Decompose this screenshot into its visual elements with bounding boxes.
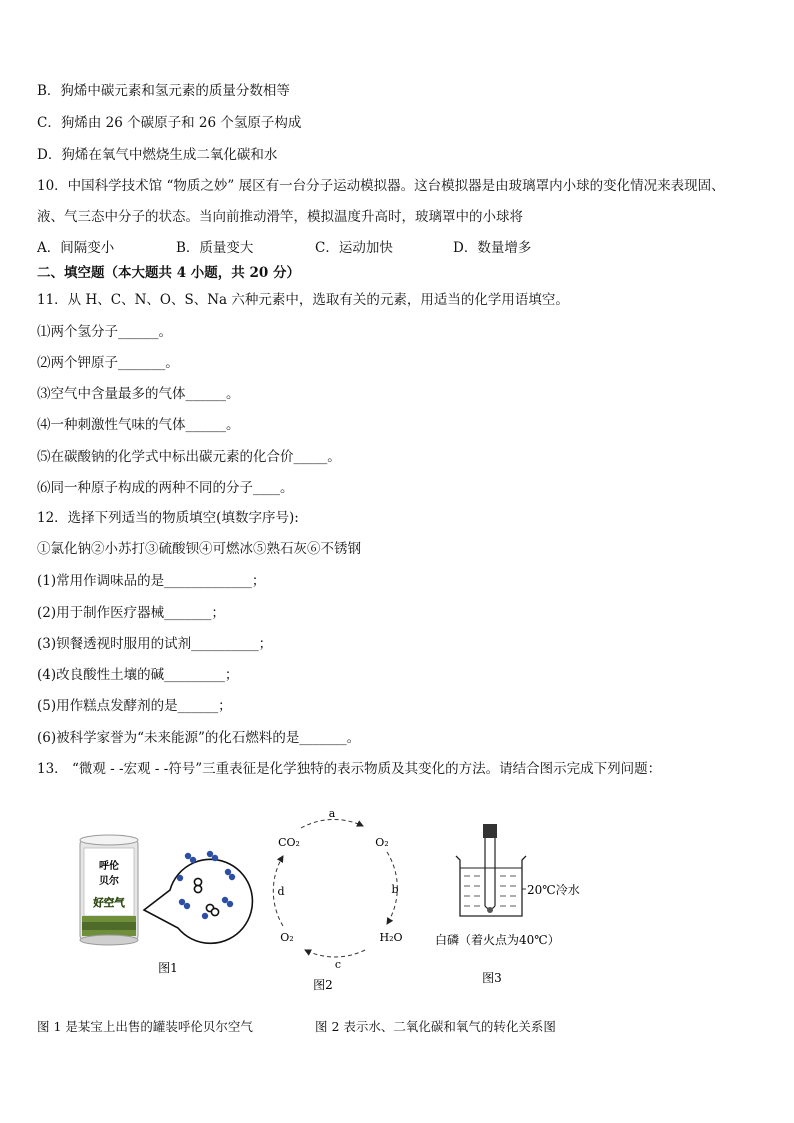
- phosphorus-label: 白磷（着火点为40℃）: [435, 933, 560, 947]
- node-o2-bottom: O₂: [280, 931, 294, 944]
- q10-option-d: D．数量增多: [453, 240, 532, 256]
- edge-label-b: b: [391, 883, 399, 896]
- q10-option-b: B．质量变大: [176, 240, 254, 256]
- can-text-1: 呼伦: [99, 861, 119, 872]
- q12-item-4: (4)改良酸性土壤的碱_________；: [37, 667, 239, 683]
- figure-2-label: 图2: [313, 978, 333, 992]
- q11-item-4: ⑷一种刺激性气味的气体______。: [37, 417, 240, 433]
- air-can-illustration: [80, 835, 138, 945]
- node-h2o: H₂O: [379, 931, 403, 944]
- q11-item-5: ⑸在碳酸钠的化学式中标出碳元素的化合价_____。: [37, 449, 341, 465]
- water-label: 20℃冷水: [527, 883, 580, 897]
- edge-label-d: d: [277, 885, 285, 898]
- edge-label-c: c: [334, 958, 342, 971]
- q12-item-6: (6)被科学家誉为“未来能源”的化石燃料的是_______。: [37, 730, 361, 746]
- edge-label-a: a: [328, 807, 336, 820]
- q12-substance-list: ①氯化钠②小苏打③硫酸钡④可燃冰⑤熟石灰⑥不锈钢: [37, 541, 361, 557]
- water-lines: [464, 876, 516, 906]
- caption-figure-1: 图 1 是某宝上出售的罐装呼伦贝尔空气: [37, 1019, 253, 1034]
- q12-stem: 12．选择下列适当的物质填空(填数字序号):: [37, 510, 299, 526]
- figure-3-label: 图3: [482, 971, 502, 985]
- q9-option-d: D．狗烯在氧气中燃烧生成二氧化碳和水: [37, 147, 278, 163]
- q9-option-b: B．狗烯中碳元素和氢元素的质量分数相等: [37, 83, 290, 99]
- q10-option-c: C．运动加快: [315, 240, 393, 256]
- q12-item-5: (5)用作糕点发酵剂的是______；: [37, 698, 232, 714]
- white-phosphorus: [487, 907, 493, 913]
- q10-option-a: A．间隔变小: [37, 240, 115, 256]
- test-tube: [483, 824, 497, 909]
- q11-item-6: ⑹同一种原子构成的两种不同的分子____。: [37, 480, 294, 496]
- figure-3: [430, 818, 610, 990]
- section-title: 二、填空题（本大题共 4 小题，共 20 分）: [37, 265, 300, 281]
- can-text-3: 好空气: [93, 897, 125, 909]
- q11-stem: 11．从 H、C、N、O、S、Na 六种元素中，选取有关的元素，用适当的化学用语填空。: [37, 292, 569, 308]
- figure-1-label: 图1: [158, 961, 178, 975]
- q9-option-c: C．狗烯由 26 个碳原子和 26 个氢原子构成: [37, 115, 302, 131]
- q12-item-3: (3)钡餐透视时服用的试剂__________；: [37, 636, 273, 652]
- figure-2: [265, 800, 425, 995]
- q12-item-2: (2)用于制作医疗器械_______；: [37, 605, 225, 621]
- q12-item-1: (1)常用作调味品的是_____________；: [37, 573, 266, 589]
- node-o2-top: O₂: [375, 836, 389, 849]
- q10-stem-line1: 10．中国科学技术馆 “物质之妙” 展区有一台分子运动模拟器。这台模拟器是由玻璃罩内小球的变化情况来表现固、: [37, 178, 725, 194]
- q11-item-2: ⑵两个钾原子_______。: [37, 355, 179, 371]
- q11-item-3: ⑶空气中含量最多的气体______。: [37, 386, 240, 402]
- figure-1: [70, 820, 260, 990]
- can-text-2: 贝尔: [99, 876, 119, 887]
- node-co2: CO₂: [278, 836, 300, 849]
- q10-stem-line2: 液、气三态中分子的状态。当向前推动滑竿，模拟温度升高时，玻璃罩中的小球将: [37, 209, 523, 225]
- q11-item-1: ⑴两个氢分子______。: [37, 324, 172, 340]
- q13-stem: 13． “微观 - -宏观 - -符号”三重表征是化学独特的表示物质及其变化的方法。请结合图示完成下列问题：: [37, 761, 662, 777]
- molecule-bubble: [144, 859, 252, 943]
- caption-figure-2: 图 2 表示水、二氧化碳和氧气的转化关系图: [315, 1019, 556, 1034]
